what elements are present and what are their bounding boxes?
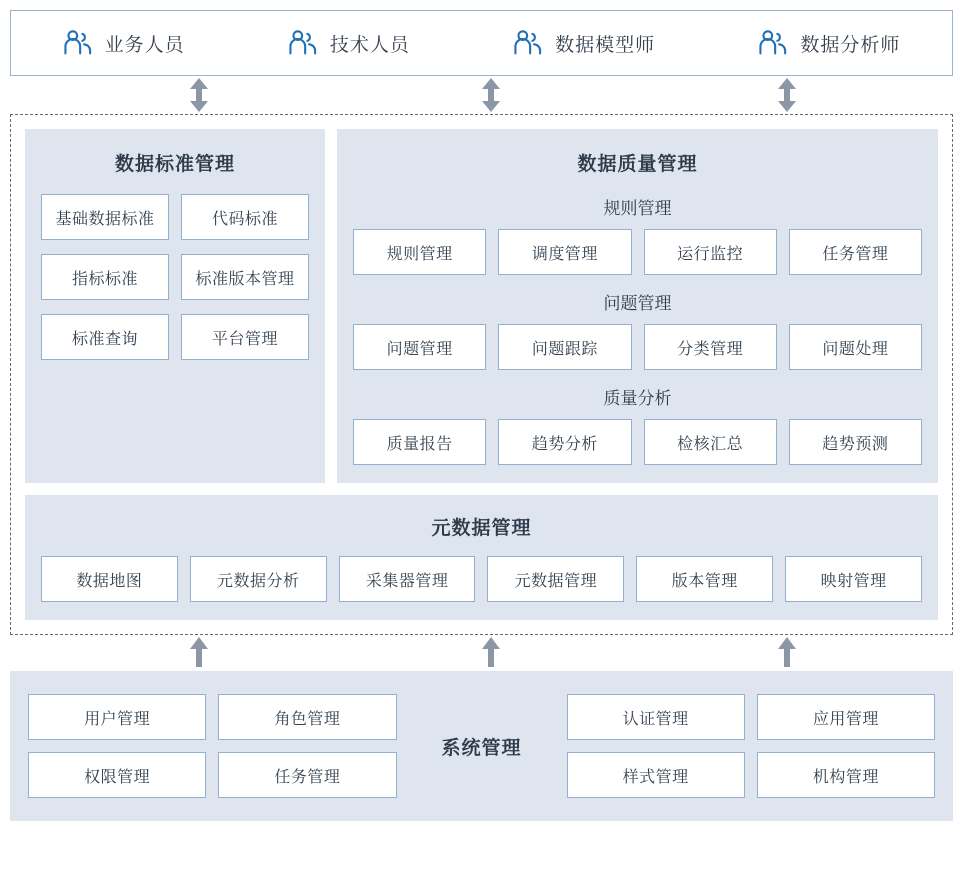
group-title-analysis: 质量分析 [603, 389, 672, 408]
module-cell[interactable]: 采集器管理 [339, 556, 476, 602]
roles-bar [10, 10, 953, 76]
module-cell[interactable]: 元数据管理 [487, 556, 624, 602]
data-governance-platform [10, 114, 953, 635]
module-cell[interactable]: 调度管理 [498, 229, 631, 275]
double-arrow-icon [188, 78, 210, 112]
module-cell[interactable]: 问题跟踪 [498, 324, 631, 370]
module-cell[interactable]: 平台管理 [181, 314, 309, 360]
module-cell[interactable]: 权限管理 [28, 752, 206, 798]
role-item[interactable] [53, 30, 195, 57]
module-cell[interactable]: 指标标准 [41, 254, 169, 300]
double-arrow-icon [480, 78, 502, 112]
module-cell[interactable]: 版本管理 [636, 556, 773, 602]
system-left-grid [28, 694, 397, 798]
person-icon [288, 30, 318, 56]
module-cell[interactable]: 映射管理 [785, 556, 922, 602]
person-icon [758, 30, 788, 56]
module-cell[interactable]: 分类管理 [644, 324, 777, 370]
module-cell[interactable]: 运行监控 [644, 229, 777, 275]
panel-title: 数据质量管理 [577, 154, 698, 175]
module-cell[interactable]: 问题处理 [789, 324, 922, 370]
module-cell[interactable]: 检核汇总 [644, 419, 777, 465]
metadata-items-grid [41, 556, 922, 602]
module-cell[interactable]: 趋势分析 [498, 419, 631, 465]
role-label: 数据模型师 [555, 34, 656, 56]
standard-items-grid [41, 194, 309, 360]
rules-items-grid [353, 229, 922, 275]
module-cell[interactable]: 问题管理 [353, 324, 486, 370]
module-cell[interactable]: 用户管理 [28, 694, 206, 740]
issues-items-grid [353, 324, 922, 370]
person-icon [513, 30, 543, 56]
module-cell[interactable]: 标准查询 [41, 314, 169, 360]
panel-system-management [10, 671, 953, 821]
up-arrow-icon [188, 637, 210, 667]
module-cell[interactable]: 认证管理 [567, 694, 745, 740]
person-icon [63, 30, 93, 56]
module-cell[interactable]: 规则管理 [353, 229, 486, 275]
module-cell[interactable]: 趋势预测 [789, 419, 922, 465]
up-arrow-icon [480, 637, 502, 667]
panel-title: 元数据管理 [431, 518, 532, 539]
module-cell[interactable]: 应用管理 [757, 694, 935, 740]
role-item[interactable] [503, 30, 665, 57]
module-cell[interactable]: 基础数据标准 [41, 194, 169, 240]
panel-title: 系统管理 [441, 737, 522, 759]
platform-top-row [25, 129, 938, 483]
module-cell[interactable]: 角色管理 [218, 694, 396, 740]
module-cell[interactable]: 数据地图 [41, 556, 178, 602]
role-label: 技术人员 [329, 34, 410, 56]
double-arrow-icon [776, 78, 798, 112]
panel-title: 数据标准管理 [114, 154, 235, 175]
role-label: 业务人员 [104, 34, 185, 56]
module-cell[interactable]: 元数据分析 [190, 556, 327, 602]
group-title-rules: 规则管理 [603, 199, 672, 218]
up-arrow-icon [776, 637, 798, 667]
module-cell[interactable]: 任务管理 [789, 229, 922, 275]
panel-data-standard-management [25, 129, 325, 483]
system-right-grid [567, 694, 936, 798]
module-cell[interactable]: 机构管理 [757, 752, 935, 798]
module-cell[interactable]: 质量报告 [353, 419, 486, 465]
connector-row-bottom [10, 635, 953, 671]
role-item[interactable] [278, 30, 420, 57]
role-label: 数据分析师 [800, 34, 901, 56]
group-title-issues: 问题管理 [603, 294, 672, 313]
analysis-items-grid [353, 419, 922, 465]
module-cell[interactable]: 任务管理 [218, 752, 396, 798]
role-item[interactable] [748, 30, 910, 57]
module-cell[interactable]: 样式管理 [567, 752, 745, 798]
panel-data-quality-management [337, 129, 938, 483]
connector-row-top [10, 76, 953, 114]
panel-metadata-management [25, 495, 938, 620]
module-cell[interactable]: 代码标准 [181, 194, 309, 240]
module-cell[interactable]: 标准版本管理 [181, 254, 309, 300]
